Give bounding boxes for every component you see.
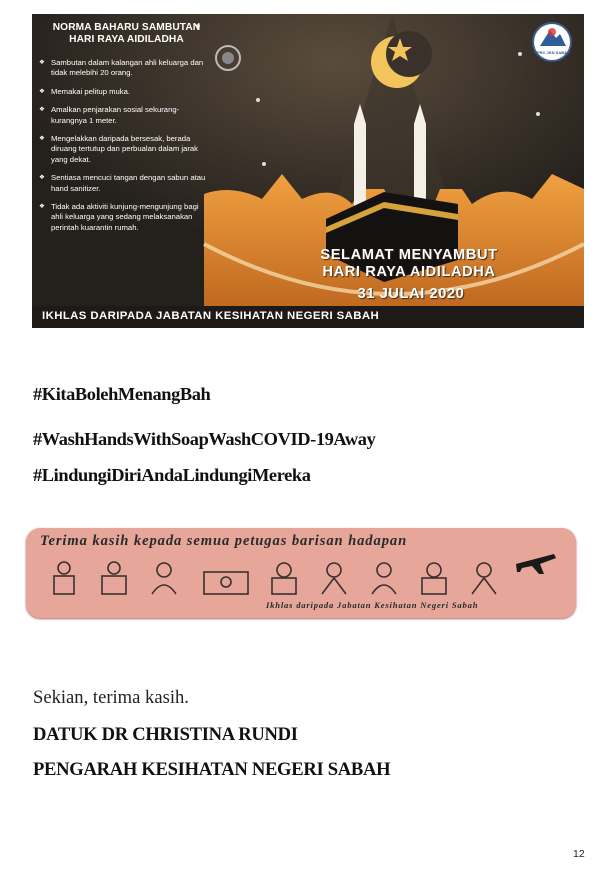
nurse-icon — [152, 563, 176, 594]
thanks-from: Ikhlas daripada Jabatan Kesihatan Negeri Sabah — [266, 600, 479, 610]
logo-text: CPRC JKN SABAH — [534, 50, 570, 55]
chef-icon — [372, 563, 396, 594]
page-number: 12 — [573, 848, 585, 860]
soldier-icon — [422, 563, 446, 594]
rule-item: ❖ Memakai pelitup muka. — [38, 87, 208, 97]
closing-text: Sekian, terima kasih. — [33, 687, 189, 708]
mountain-icon — [534, 24, 570, 48]
doctor-icon — [322, 563, 346, 594]
firefighter-icon — [472, 563, 496, 594]
cprc-logo — [532, 22, 572, 62]
banner-footer-text: IKHLAS DARIPADA JABATAN KESIHATAN NEGERI SABAH — [42, 310, 380, 322]
airplane-icon — [514, 548, 558, 576]
signatory-name: DATUK DR CHRISTINA RUNDI — [33, 724, 298, 745]
frontliner-icons — [44, 558, 514, 598]
greeting-date: 31 JULAI 2020 — [357, 286, 465, 302]
frontliner-thanks-banner — [26, 528, 576, 618]
rule-item: ❖ Sambutan dalam kalangan ahli keluarga dan tidak melebihi 20 orang. — [38, 58, 208, 79]
greeting-line-2: HARI RAYA AIDILADHA — [322, 264, 496, 280]
rule-item: ❖ Tidak ada aktiviti kunjung-mengunjung bagi ahli keluarga yang sedang melaksanakan perintah kuarantin rumah. — [38, 202, 208, 233]
ambulance-desk-icon — [204, 572, 248, 594]
banner-footer — [32, 306, 584, 328]
lab-worker-icon — [54, 562, 74, 594]
police-icon — [272, 563, 296, 594]
rules-list — [38, 58, 208, 241]
rule-item: ❖ Amalkan penjarakan sosial sekurang-kurangnya 1 meter. — [38, 105, 208, 126]
hashtag-2: #WashHandsWithSoapWashCOVID-19Away — [33, 429, 376, 449]
medic-icon — [102, 562, 126, 594]
thanks-heading: Terima kasih kepada semua petugas barisan hadapan — [40, 533, 408, 549]
greeting-line-1: SELAMAT MENYAMBUT — [320, 247, 498, 263]
greeting — [294, 247, 524, 281]
hashtag-1: #KitaBolehMenangBah — [33, 384, 211, 404]
rule-item: ❖ Sentiasa mencuci tangan dengan sabun atau hand sanitizer. — [38, 173, 208, 194]
notice-title: NORMA BAHARU SAMBUTAN HARI RAYA AIDILADHA — [52, 22, 201, 45]
signatory-position: PENGARAH KESIHATAN NEGERI SABAH — [33, 759, 391, 780]
rule-item: ❖ Mengelakkan daripada bersesak, berada diruang tertutup dan perbualan dalam jarak yang dekat. — [38, 134, 208, 165]
aidiladha-banner — [32, 14, 584, 328]
hashtag-3: #LindungiDiriAndaLindungiMereka — [33, 465, 311, 485]
